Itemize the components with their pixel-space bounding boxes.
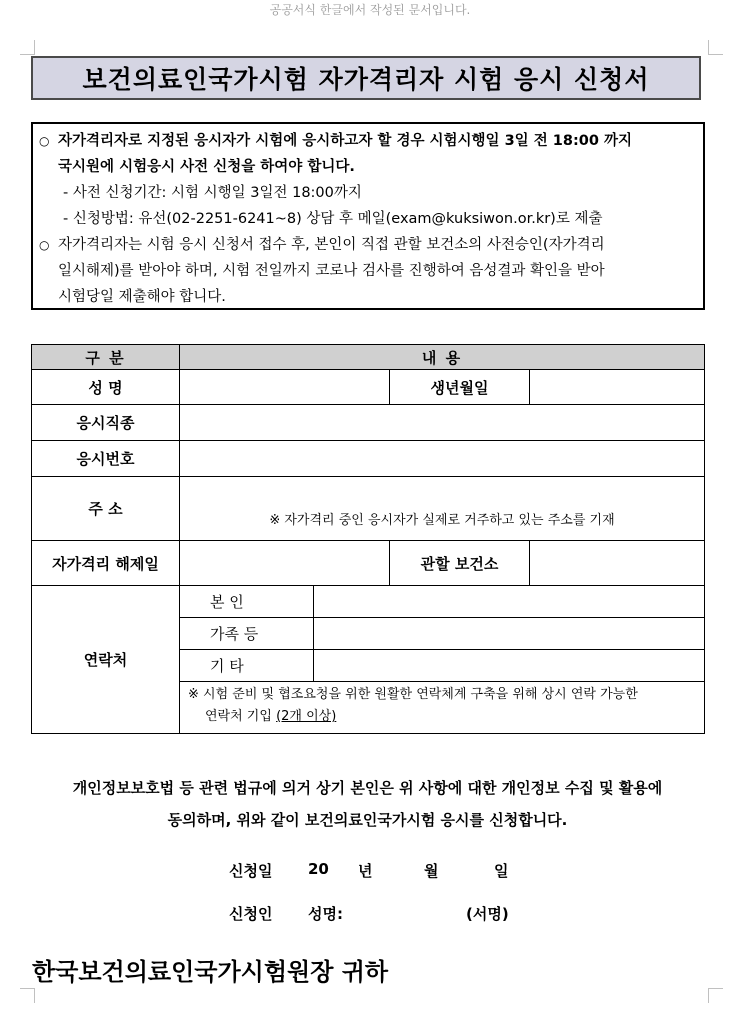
address-note: ※ 자가격리 중인 응시자가 실제로 거주하고 있는 주소를 기재 (269, 513, 615, 528)
name-label: 성 명 (32, 370, 180, 405)
address-label: 주 소 (32, 477, 180, 541)
page-corner-mark (708, 988, 723, 1003)
exam-job-label: 응시직종 (32, 405, 180, 441)
year-prefix: 20 (308, 860, 329, 878)
contact-label: 연락처 (32, 586, 180, 734)
document-title: 보건의료인국가시험 자가격리자 시험 응시 신청서 (31, 56, 701, 100)
exam-number-field[interactable] (180, 441, 705, 477)
application-date-row (0, 860, 740, 884)
applicant-label: 신청인 (229, 905, 273, 923)
applicant-name-label: 성명: (308, 905, 343, 923)
contact-family-field[interactable] (314, 618, 705, 650)
health-center-field[interactable] (530, 541, 705, 586)
notice-item-2-line-2: 일시해제)를 받아야 하며, 시험 전일까지 코로나 검사를 진행하여 음성결과 확인을 받아 (58, 263, 605, 279)
month-label: 월 (424, 862, 439, 880)
page-corner-mark (708, 40, 723, 55)
year-label: 년 (358, 862, 373, 880)
header-category: 구 분 (32, 345, 180, 370)
notice-box (31, 122, 705, 310)
quarantine-release-label: 자가격리 해제일 (32, 541, 180, 586)
signature-label: (서명) (466, 905, 509, 923)
page-corner-mark (20, 40, 35, 55)
notice-item-1-line-1: ○ 자가격리자로 지정된 응시자가 시험에 응시하고자 할 경우 시험시행일 3일 전 18:00 까지 (39, 128, 695, 154)
health-center-label: 관할 보건소 (390, 541, 530, 586)
exam-job-field[interactable] (180, 405, 705, 441)
contact-self-label: 본 인 (180, 586, 314, 618)
page-corner-mark (20, 988, 35, 1003)
notice-period: - 사전 신청기간: 시험 시행일 3일전 18:00까지 (63, 185, 362, 201)
exam-number-label: 응시번호 (32, 441, 180, 477)
contact-self-field[interactable] (314, 586, 705, 618)
name-field[interactable] (180, 370, 390, 405)
contact-family-label: 가족 등 (180, 618, 314, 650)
notice-item-2-line-3: 시험당일 제출해야 합니다. (58, 289, 226, 305)
contact-other-label: 기 타 (180, 650, 314, 682)
addressee: 한국보건의료인국가시험원장 귀하 (32, 957, 389, 986)
document-header-note: 공공서식 한글에서 작성된 문서입니다. (269, 3, 471, 17)
consent-statement: 개인정보보호법 등 관련 법규에 의거 상기 본인은 위 사항에 대한 개인정보 수집 및 활용에 동의하며, 위와 같이 보건의료인국가시험 응시를 신청합니다. (72, 779, 663, 829)
bullet-icon: ○ (39, 134, 50, 148)
notice-method: - 신청방법: 유선(02-2251-6241~8) 상담 후 메일(exam@kuksiwon.or.kr)로 제출 (63, 211, 603, 227)
notice-item-1-line-2: 국시원에 시험응시 사전 신청을 하여야 합니다. (58, 159, 355, 175)
day-label: 일 (494, 862, 509, 880)
quarantine-release-field[interactable] (180, 541, 390, 586)
notice-item-2-line-1: ○ 자가격리자는 시험 응시 신청서 접수 후, 본인이 직접 관할 보건소의 사전승인(자가격리 (39, 232, 695, 258)
header-content: 내 용 (180, 345, 705, 370)
application-date-label: 신청일 (229, 862, 273, 880)
birth-date-field[interactable] (530, 370, 705, 405)
contact-other-field[interactable] (314, 650, 705, 682)
address-field[interactable] (180, 477, 705, 541)
applicant-signature-row (0, 903, 740, 927)
contact-note: ※ 시험 준비 및 협조요청을 위한 원활한 연락체계 구축을 위해 상시 연락 가능한 연락처 기입 (2개 이상) (180, 682, 705, 734)
bullet-icon: ○ (39, 238, 50, 252)
birth-date-label: 생년월일 (390, 370, 530, 405)
application-form-table (31, 344, 705, 734)
